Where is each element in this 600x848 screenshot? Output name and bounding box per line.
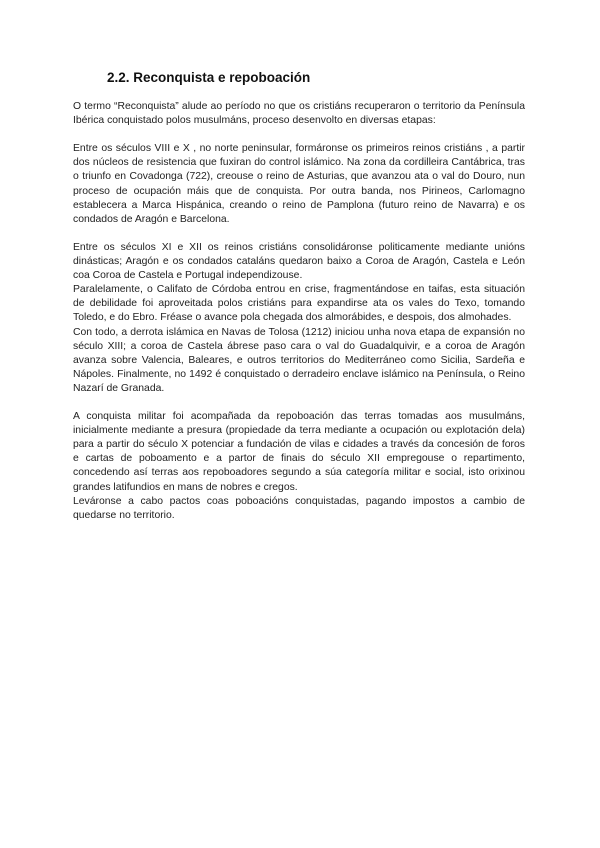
paragraph-pacts: Leváronse a cabo pactos coas poboacións conquistadas, pagando impostos a cambio de quedarse no territorio. (73, 495, 525, 521)
paragraph-navas-de-tolosa: Con todo, a derrota islámica en Navas de Tolosa (1212) iniciou unha nova etapa de expansión no século XIII; a coroa de Castela ábrese paso cara o val do Guadalquivir, e a coroa de Aragón avanza sobre Valencia, Baleares, e outros territorios do Mediterráneo como Sicilia, Sardeña e Nápoles. Finalmente, no 1492 é conquistado o derradeiro enclave islámico na Península, o Reino Nazarí de Granada. (73, 326, 525, 394)
document-body (73, 100, 525, 523)
paragraph-spacer (73, 227, 525, 241)
paragraph-caliphate-crisis: Paralelamente, o Califato de Córdoba entrou en crise, fragmentándose en taifas, esta situación de debilidade foi aproveitada polos cristiáns para expandirse ata os vales do Texo, tomando Toledo, e do Ebro. Fréase o avance pola chegada dos almorábides, e despois, dos almohades. (73, 284, 525, 324)
paragraph-spacer (73, 128, 525, 142)
paragraph-repopulation: A conquista militar foi acompañada da repoboación das terras tomadas aos musulmáns, inicialmente mediante a presura (propiedade da terra mediante a ocupación ou explotación dela) para a partir do século X potenciar a fundación de vilas e cidades a través da concesión de foros e cartas de poboamento e a partor de finais do século XII empregouse o repartimento, concedendo así terras aos repoboadores segundo a súa categoría militar e social, isto orixinou grandes latifundios en mans de nobres e cregos. (73, 411, 525, 493)
paragraph-early-kingdoms: Entre os séculos VIII e X , no norte peninsular, formáronse os primeiros reinos cristiáns , a partir dos núcleos de resistencia que fuxiran do control islámico. Na zona da cordilleira Cantábrica, tras o triunfo en Covadonga (722), creouse o reino de Asturias, que avanzou ata o val do Douro, nun proceso de ocupación máis que de conquista. Por outra banda, nos Pirineos, Carlomagno establecera a Marca Hispánica, creando o reino de Pamplona (futuro reino de Navarra) e os condados de Aragón e Barcelona. (73, 143, 525, 225)
section-heading: 2.2. Reconquista e repoboación (107, 70, 311, 85)
intro-paragraph: O termo “Reconquista” alude ao período no que os cristiáns recuperaron o territorio da Península Ibérica conquistado polos musulmáns, proceso desenvolto en diversas etapas: (73, 101, 525, 127)
paragraph-spacer (73, 396, 525, 410)
paragraph-consolidation: Entre os séculos XI e XII os reinos cristiáns consolidáronse politicamente mediante unións dinásticas; Aragón e os condados cataláns quedaron baixo a Coroa de Aragón, Castela e León coa Coroa de Castela e Portugal independizouse. (73, 241, 525, 282)
